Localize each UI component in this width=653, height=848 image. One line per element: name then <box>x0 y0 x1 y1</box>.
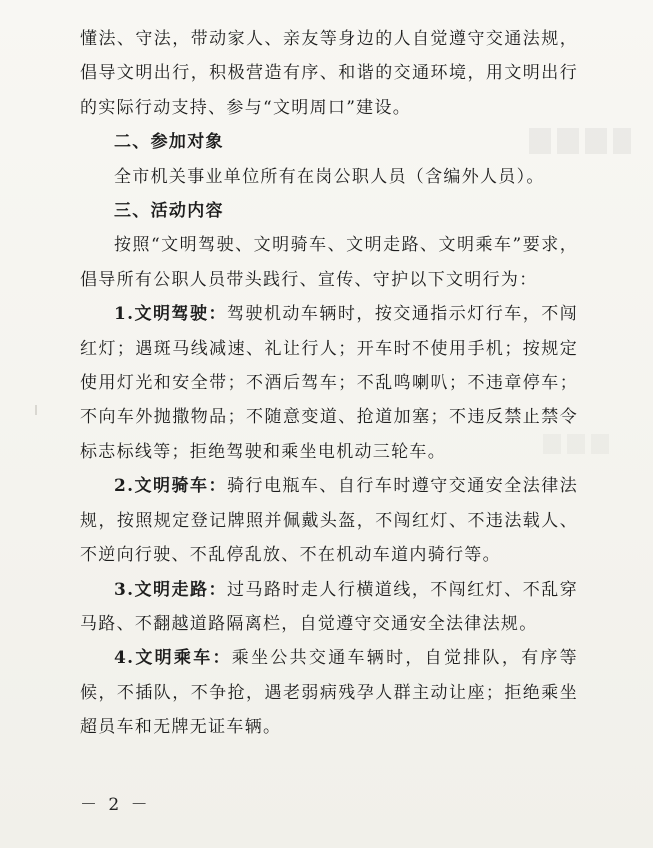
item-civilized-cycling <box>80 469 578 572</box>
item-lead: 2.文明骑车： <box>114 476 227 497</box>
item-text: 驾驶机动车辆时，按交通指示灯行车，不闯红灯；遇斑马线减速、礼让行人；开车时不使用手机；按规定使用灯光和安全带；不酒后驾车；不乱鸣喇叭；不违章停车；不向车外抛撒物品；不随意变道、抢道加塞；不违反禁止禁令标志标线等；拒绝驾驶和乘坐电机动三轮车。 <box>80 304 578 462</box>
participants-paragraph: 全市机关事业单位所有在岗公职人员（含编外人员）。 <box>114 166 545 187</box>
item-text: 过马路时走人行横道线，不闯红灯、不乱穿马路、不翻越道路隔离栏，自觉遵守交通安全法律法规。 <box>80 579 578 634</box>
margin-mark <box>35 405 37 415</box>
item-lead: 4.文明乘车： <box>114 648 232 669</box>
section-heading-participants: 二、参加对象 <box>114 132 224 153</box>
item-civilized-walking <box>80 573 578 642</box>
item-text: 乘坐公共交通车辆时，自觉排队，有序等候，不插队，不争抢，遇老弱病残孕人群主动让座；拒绝乘坐超员车和无牌无证车辆。 <box>80 648 578 738</box>
item-text: 骑行电瓶车、自行车时遵守交通安全法律法规，按照规定登记牌照并佩戴头盔，不闯红灯、不违法载人、不逆向行驶、不乱停乱放、不在机动车道内骑行等。 <box>80 476 578 566</box>
item-civilized-riding <box>80 641 578 744</box>
page-number: － 2 － <box>80 795 151 815</box>
item-civilized-driving <box>80 297 578 469</box>
intro-paragraph: 懂法、守法，带动家人、亲友等身边的人自觉遵守交通法规，倡导文明出行，积极营造有序、和谐的交通环境，用文明出行的实际行动支持、参与“文明周口”建设。 <box>80 29 578 118</box>
item-lead: 3.文明走路： <box>114 579 227 600</box>
item-lead: 1.文明驾驶： <box>114 304 227 325</box>
section-heading-content: 三、活动内容 <box>114 201 224 222</box>
content-intro-paragraph: 按照“文明驾驶、文明骑车、文明走路、文明乘车”要求，倡导所有公职人员带头践行、宣传、守护以下文明行为： <box>80 235 578 290</box>
document-body <box>80 22 578 745</box>
